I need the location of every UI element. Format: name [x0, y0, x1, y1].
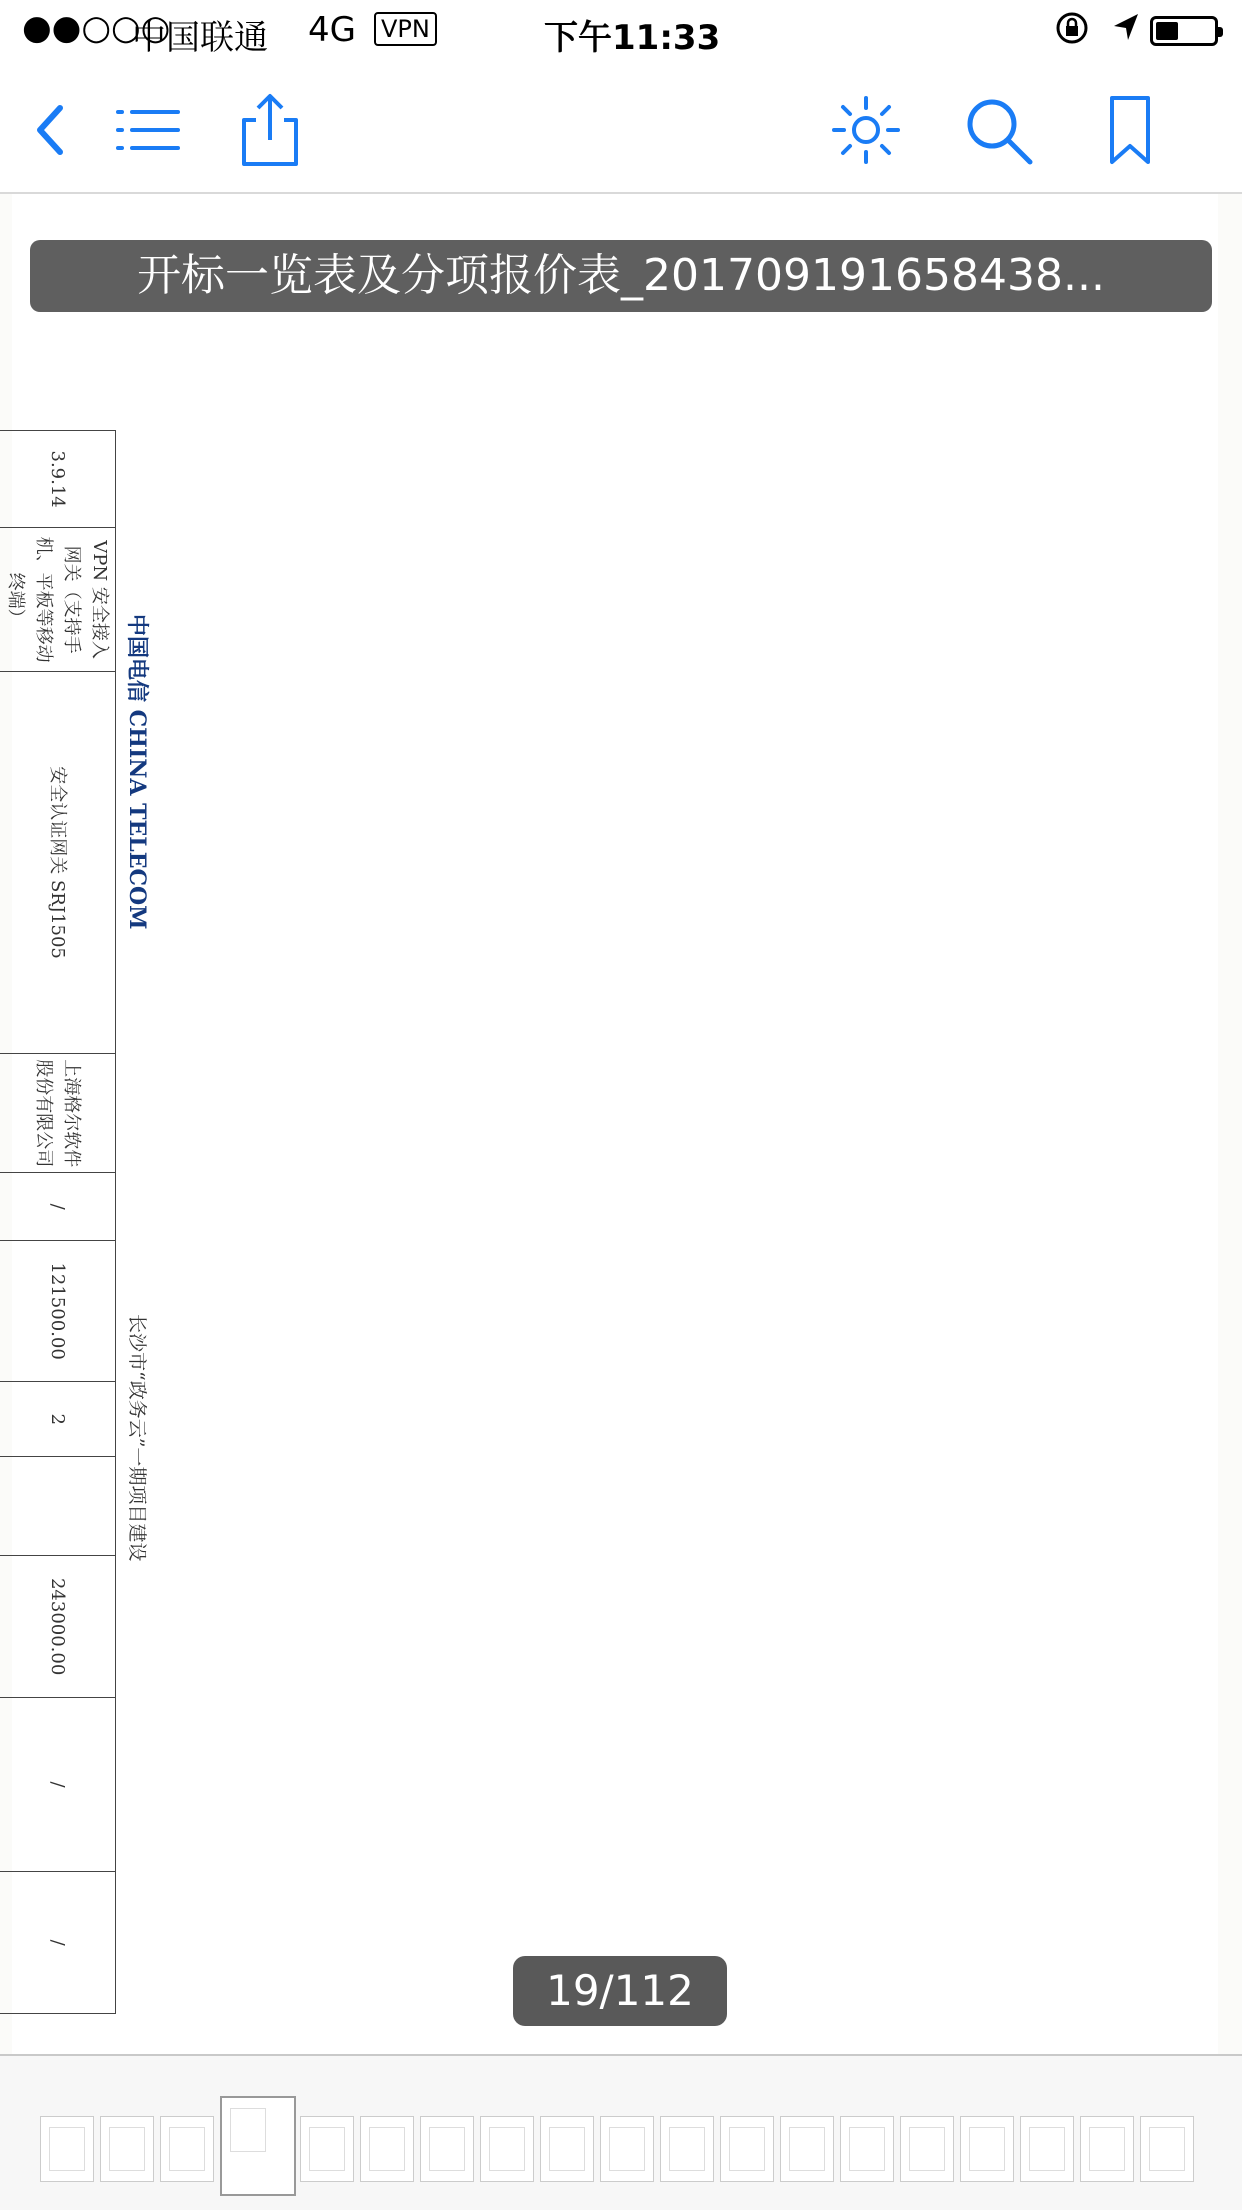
- page-thumbnail[interactable]: [1140, 2116, 1194, 2182]
- battery-icon: [1150, 16, 1218, 46]
- vpn-badge: VPN: [374, 12, 437, 46]
- page-thumbnail[interactable]: [300, 2116, 354, 2182]
- table-cell-total: 243000.00: [0, 1556, 116, 1697]
- rotation-lock-icon: [1052, 8, 1092, 57]
- page-thumbnail[interactable]: [40, 2116, 94, 2182]
- page-thumbnail[interactable]: [600, 2116, 654, 2182]
- list-icon[interactable]: [108, 90, 188, 170]
- page-thumbnail[interactable]: [660, 2116, 714, 2182]
- table-cell-name: VPN 安全接入网关（支持手机、平板等移动终端）: [0, 528, 116, 672]
- table-cell-no: 3.9.14: [0, 431, 116, 528]
- page-thumbnail[interactable]: [960, 2116, 1014, 2182]
- search-icon[interactable]: [958, 90, 1038, 170]
- document-viewer[interactable]: [0, 194, 1242, 2054]
- reader-toolbar: [0, 62, 1242, 194]
- document-page: [5, 194, 1218, 2054]
- page-indicator: 19/112: [513, 1956, 727, 2026]
- table-cell-model: 安全认证网关 SRJ1505: [0, 671, 116, 1053]
- page-thumbnail[interactable]: [900, 2116, 954, 2182]
- table-cell-unit: [0, 1457, 116, 1556]
- back-icon[interactable]: [10, 90, 90, 170]
- rotated-page-content: [0, 314, 150, 2014]
- clock: 下午11:33: [544, 18, 721, 58]
- table-cell-maker: 上海格尔软件股份有限公司: [0, 1054, 116, 1173]
- page-thumbnail[interactable]: [780, 2116, 834, 2182]
- page-thumbnail[interactable]: [420, 2116, 474, 2182]
- brightness-icon[interactable]: [826, 90, 906, 170]
- page-thumbnail[interactable]: [1080, 2116, 1134, 2182]
- table-cell-qty: 2: [0, 1382, 116, 1457]
- page-thumbnail[interactable]: [220, 2096, 296, 2196]
- project-header: 长沙市“政务云”一期项目建设: [126, 1314, 148, 1562]
- thumbnail-strip[interactable]: [0, 2054, 1242, 2210]
- share-icon[interactable]: [230, 90, 310, 170]
- page-thumbnail[interactable]: [840, 2116, 894, 2182]
- table-row: [0, 431, 116, 2014]
- page-thumbnail[interactable]: [480, 2116, 534, 2182]
- table-cell-price: 121500.00: [0, 1240, 116, 1381]
- page-thumbnail[interactable]: [160, 2116, 214, 2182]
- carrier-name: 中国联通: [132, 18, 268, 58]
- page-thumbnail[interactable]: [100, 2116, 154, 2182]
- quote-table: [0, 430, 116, 2014]
- document-title: 开标一览表及分项报价表_201709191658438...: [30, 240, 1212, 312]
- page-thumbnail[interactable]: [720, 2116, 774, 2182]
- status-bar: [0, 0, 1242, 62]
- page-thumbnail[interactable]: [360, 2116, 414, 2182]
- table-cell-origin: /: [0, 1173, 116, 1241]
- table-cell-c10: /: [0, 1697, 116, 1871]
- table-cell-c11: /: [0, 1872, 116, 2014]
- location-arrow-icon: [1108, 8, 1144, 57]
- page-thumbnail[interactable]: [1020, 2116, 1074, 2182]
- page-thumbnail[interactable]: [540, 2116, 594, 2182]
- bookmark-icon[interactable]: [1090, 90, 1170, 170]
- china-telecom-logo: 中国电信 CHINA TELECOM: [124, 614, 150, 930]
- network-type: 4G: [308, 10, 356, 50]
- signal-strength: ●●○○○: [22, 8, 171, 48]
